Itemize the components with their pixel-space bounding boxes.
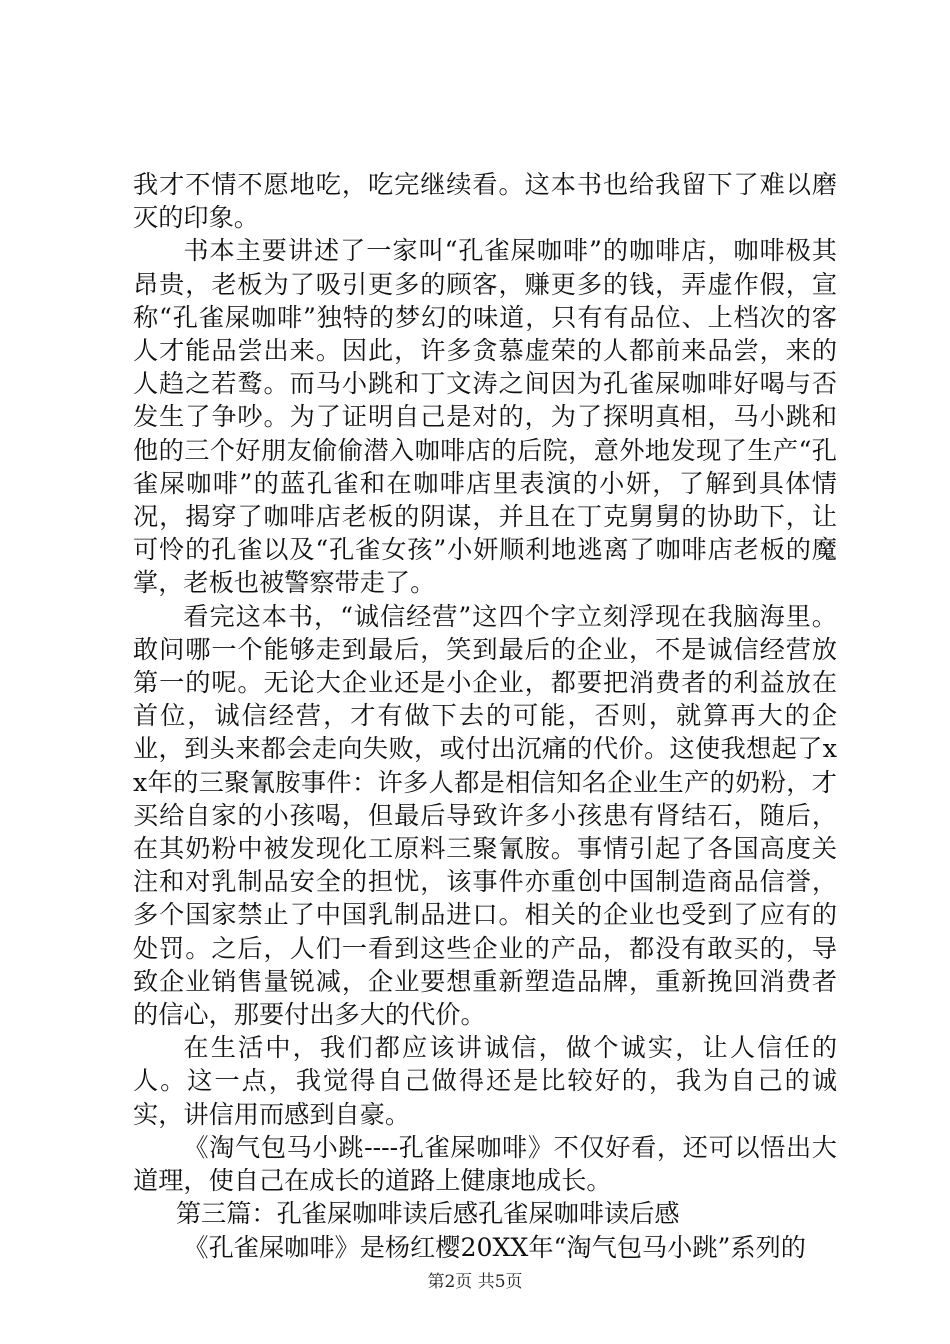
paragraph-6: 《孔雀屎咖啡》是杨红樱20XX年“淘气包马小跳”系列的 xyxy=(183,1232,806,1262)
paragraph-3: 看完这本书，“诚信经营”这四个字立刻浮现在我脑海里。敢问哪一个能够走到最后，笑到最后的企业，不是诚信经营放第一的呢。无论大企业还是小企业，都要把消费者的利益放在首位，诚信经营，才有做下去的可能，否则，就算再大的企业，到头来都会走向失败，或付出沉痛的代价。这使我想起了xx年的三聚氰胺事件：许多人都是相信知名企业生产的奶粉，才买给自家的小孩喝，但最后导致许多小孩患有肾结石，随后，在其奶粉中被发现化工原料三聚氰胺。事情引起了各国高度关注和对乳制品安全的担忧，该事件亦重创中国制造商品信誉，多个国家禁止了中国乳制品进口。相关的企业也受到了应有的处罚。之后，人们一看到这些企业的产品，都没有敢买的，导致企业销售量锐减，企业要想重新塑造品牌，重新挽回消费者的信心，那要付出多大的代价。 xyxy=(133,601,837,1030)
paragraph-2: 书本主要讲述了一家叫“孔雀屎咖啡”的咖啡店，咖啡极其昂贵，老板为了吸引更多的顾客，赚更多的钱，弄虚作假，宣称“孔雀屎咖啡”独特的梦幻的味道，只有有品位、上档次的客人才能品尝出来。因此，许多贪慕虚荣的人都前来品尝，来的人趋之若鹜。而马小跳和丁文涛之间因为孔雀屎咖啡好喝与否发生了争吵。为了证明自己是对的，为了探明真相，马小跳和他的三个好朋友偷偷潜入咖啡店的后院，意外地发现了生产“孔雀屎咖啡”的蓝孔雀和在咖啡店里表演的小妍，了解到具体情况，揭穿了咖啡店老板的阴谋，并且在丁克舅舅的协助下，让可怜的孔雀以及“孔雀女孩”小妍顺利地逃离了咖啡店老板的魔掌，老板也被警察带走了。 xyxy=(133,236,837,598)
section-heading: 第三篇：孔雀屎咖啡读后感孔雀屎咖啡读后感 xyxy=(175,1199,680,1229)
paragraph-4: 在生活中，我们都应该讲诚信，做个诚实，让人信任的人。这一点，我觉得自己做得还是比较好的，我为自己的诚实，讲信用而感到自豪。 xyxy=(133,1033,837,1129)
document-body xyxy=(133,168,837,1264)
paragraph-5: 《淘气包马小跳----孔雀屎咖啡》不仅好看，还可以悟出大道理，使自己在成长的道路上健康地成长。 xyxy=(133,1132,837,1196)
page-number-footer: 第2页 共5页 xyxy=(427,1272,523,1292)
paragraph-1: 我才不情不愿地吃，吃完继续看。这本书也给我留下了难以磨灭的印象。 xyxy=(133,170,837,233)
